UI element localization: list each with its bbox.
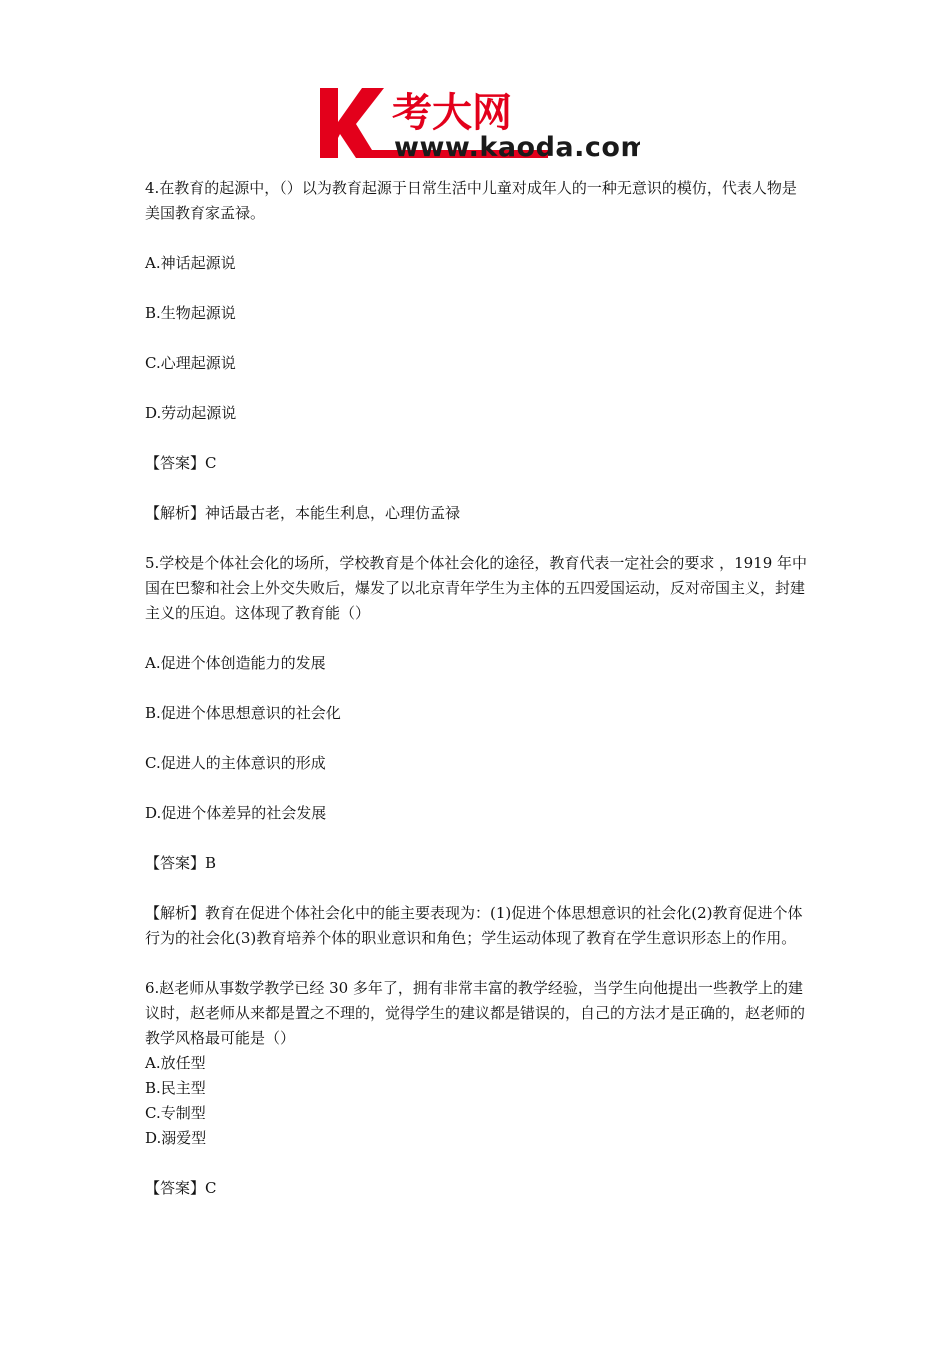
question-5-option-a: A.促进个体创造能力的发展 xyxy=(145,654,326,672)
question-6-answer: 【答案】C xyxy=(145,1179,217,1197)
logo-brand-cn: 考大网 xyxy=(392,90,512,136)
question-5-answer: 【答案】B xyxy=(145,854,217,872)
question-5-option-d: D.促进个体差异的社会发展 xyxy=(145,804,327,822)
question-4-option-d: D.劳动起源说 xyxy=(145,404,237,422)
question-5-stem: 5.学校是个体社会化的场所，学校教育是个体社会化的途径，教育代表一定社会的要求 ，1919 年中国在巴黎和社会上外交失败后，爆发了以北京青年学生为主体的五四爱国运动，反对帝国主义，封建主义的压迫。这体现了教育能（） xyxy=(145,554,808,622)
question-6-stem: 6.赵老师从事数学教学已经 30 多年了，拥有非常丰富的教学经验，当学生向他提出一些教学上的建议时，赵老师从来都是置之不理的，觉得学生的建议都是错误的，自己的方法才是正确的，赵老师的教学风格最可能是（） xyxy=(145,979,806,1047)
logo-url: www.kaoda.com xyxy=(394,132,640,160)
kaoda-logo xyxy=(316,82,640,160)
question-4-stem: 4.在教育的起源中，（）以为教育起源于日常生活中儿童对成年人的一种无意识的模仿，代表人物是美国教育家孟禄。 xyxy=(145,179,797,222)
question-5-option-c: C.促进人的主体意识的形成 xyxy=(145,754,326,772)
question-6-option-b: B.民主型 xyxy=(145,1079,206,1097)
question-4-answer: 【答案】C xyxy=(145,454,217,472)
question-4-analysis: 【解析】神话最古老，本能生利息，心理仿孟禄 xyxy=(145,504,461,522)
question-5-option-b: B.促进个体思想意识的社会化 xyxy=(145,704,341,722)
question-4-option-b: B.生物起源说 xyxy=(145,304,236,322)
kaoda-logo-graphic xyxy=(316,82,640,160)
question-6-option-a: A.放任型 xyxy=(145,1054,206,1072)
document-body xyxy=(145,176,810,1201)
question-4-option-c: C.心理起源说 xyxy=(145,354,236,372)
question-4-option-a: A.神话起源说 xyxy=(145,254,236,272)
question-6-option-c: C.专制型 xyxy=(145,1104,206,1122)
question-6-option-d: D.溺爱型 xyxy=(145,1129,207,1147)
question-5-analysis: 【解析】教育在促进个体社会化中的能主要表现为：(1)促进个体思想意识的社会化(2)教育促进个体行为的社会化(3)教育培养个体的职业意识和角色；学生运动体现了教育在学生意识形态上的作用。 xyxy=(145,904,803,947)
